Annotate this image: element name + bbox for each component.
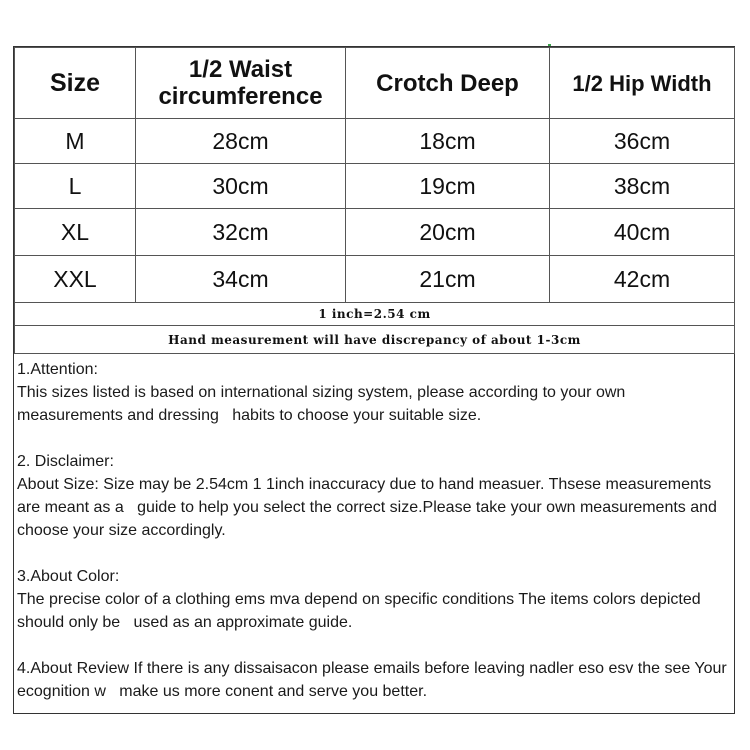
note-attention [17, 358, 730, 427]
size-table [14, 47, 735, 354]
note-about-review [17, 657, 730, 703]
note-about-color [17, 565, 730, 634]
cell-size: M [15, 119, 136, 164]
discrepancy-note-row [15, 326, 735, 354]
cell-waist: 30cm [136, 164, 346, 209]
cell-waist: 34cm [136, 256, 346, 303]
cell-crotch: 20cm [346, 209, 550, 256]
header-crotch: Crotch Deep [346, 48, 550, 119]
size-chart-sheet [13, 46, 735, 714]
discrepancy-note: Hand measurement will have discrepancy of about 1-3cm [15, 326, 735, 354]
cell-size: L [15, 164, 136, 209]
cell-waist: 28cm [136, 119, 346, 164]
note-body: The precise color of a clothing ems mva depend on specific conditions The items colors depicted should only be used as an approximate guide. [17, 591, 706, 631]
note-disclaimer [17, 450, 730, 542]
cell-hip: 40cm [550, 209, 735, 256]
cell-size: XL [15, 209, 136, 256]
table-row [15, 119, 735, 164]
note-title: 1.Attention: [17, 361, 98, 378]
cell-hip: 42cm [550, 256, 735, 303]
header-waist: 1/2 Waist circumference [136, 48, 346, 119]
cell-size: XXL [15, 256, 136, 303]
cell-crotch: 18cm [346, 119, 550, 164]
note-title: 3.About Color: [17, 568, 120, 585]
conversion-note-row [15, 303, 735, 326]
cell-hip: 36cm [550, 119, 735, 164]
notes-section [14, 354, 734, 703]
header-hip: 1/2 Hip Width [550, 48, 735, 119]
cell-hip: 38cm [550, 164, 735, 209]
table-row [15, 256, 735, 303]
table-row [15, 209, 735, 256]
cell-waist: 32cm [136, 209, 346, 256]
note-body: 4.About Review If there is any dissaisacon please emails before leaving nadler eso esv the see Your ecognition w make us more conent and serve you better. [17, 660, 732, 700]
cell-crotch: 21cm [346, 256, 550, 303]
cell-crotch: 19cm [346, 164, 550, 209]
header-size: Size [15, 48, 136, 119]
table-header-row [15, 48, 735, 119]
note-body: This sizes listed is based on international sizing system, please according to your own measurements and dressing habits to choose your suitable size. [17, 384, 630, 424]
conversion-note: 1 inch=2.54 cm [15, 303, 735, 326]
table-row [15, 164, 735, 209]
note-body: About Size: Size may be 2.54cm 1 1inch inaccuracy due to hand measuer. Thsese measurements are meant as a guide to help you select the correct size.Please take your own measurements and choose your size accordingly. [17, 476, 722, 539]
note-title: 2. Disclaimer: [17, 453, 114, 470]
